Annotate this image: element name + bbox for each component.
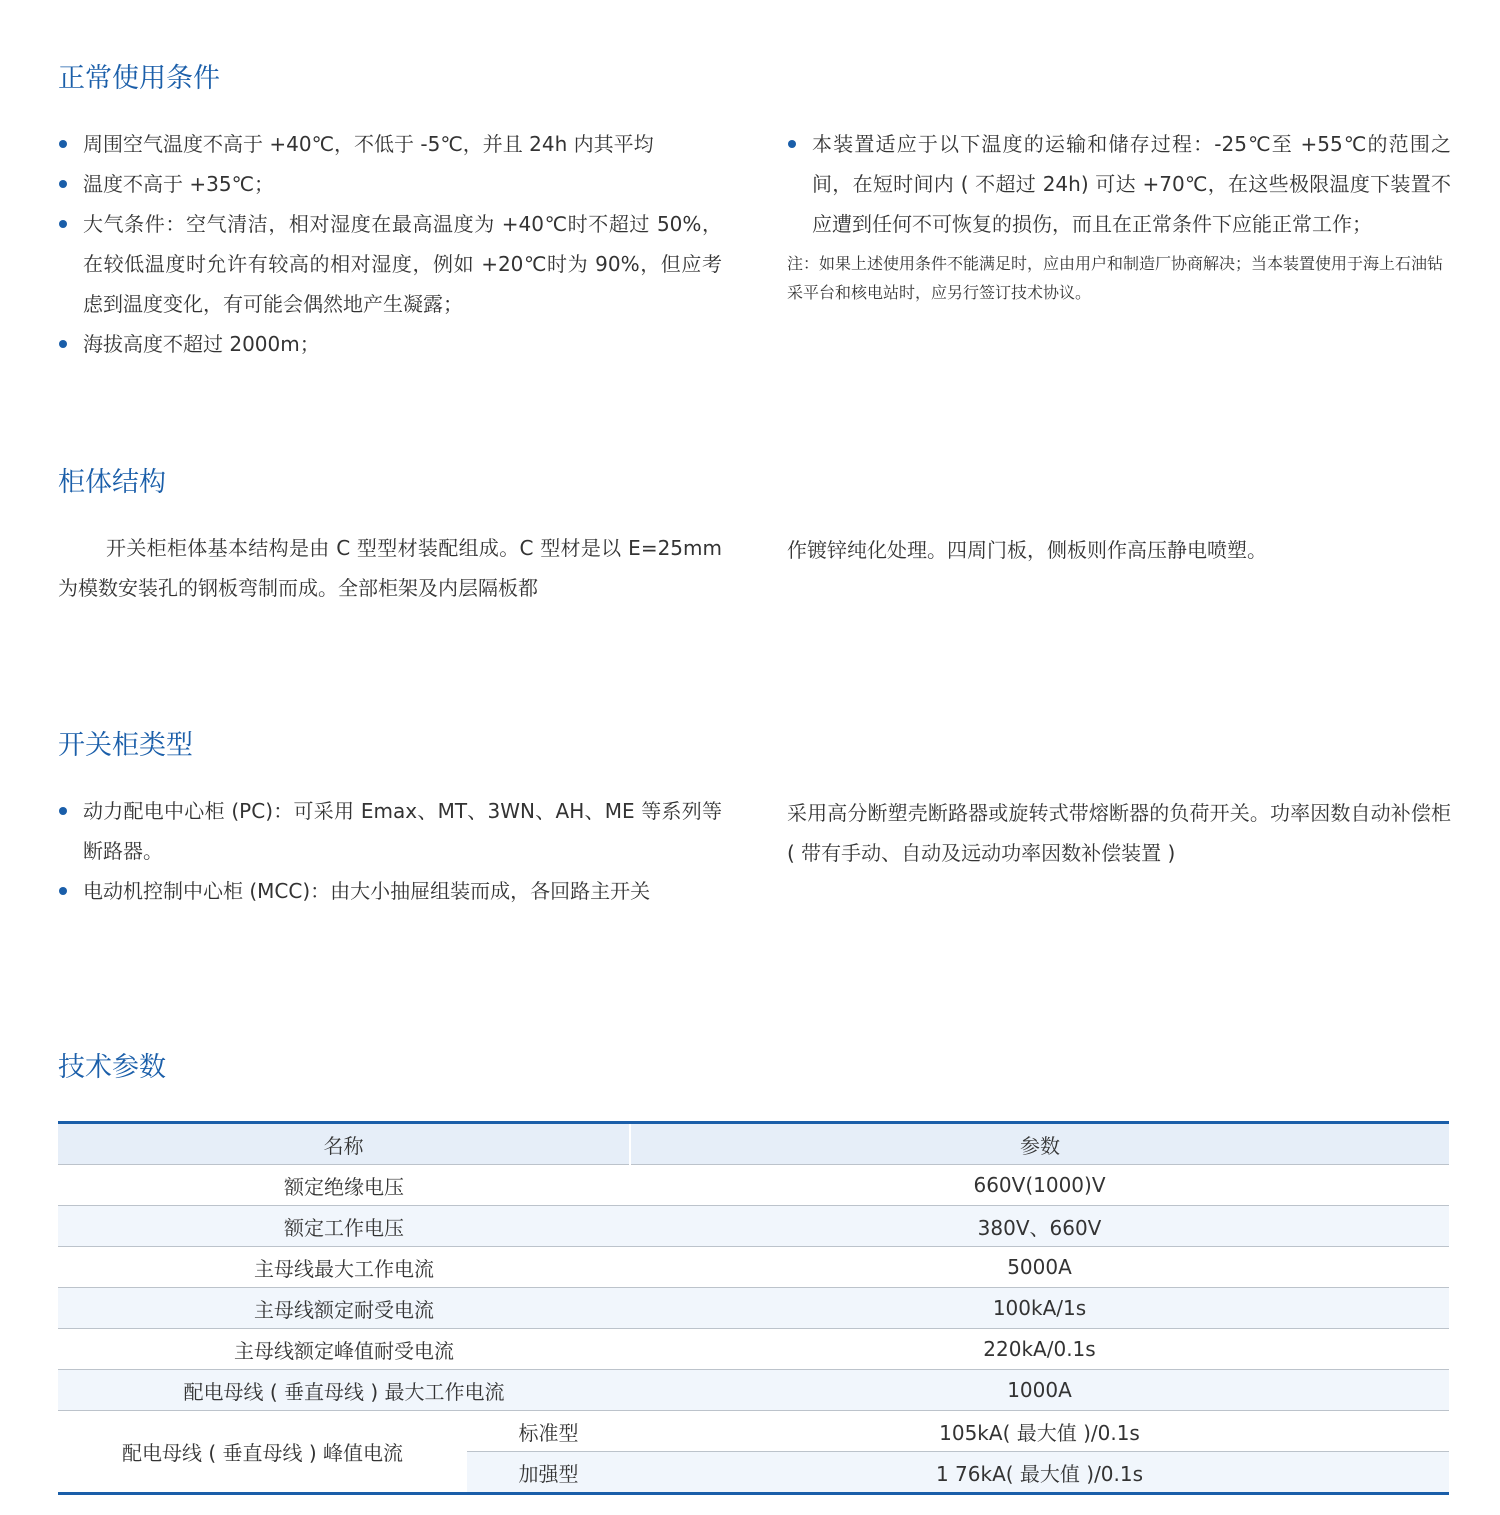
param-value: 220kA/0.1s — [630, 1329, 1449, 1370]
table-row — [58, 1329, 1449, 1370]
param-value: 5000A — [630, 1247, 1449, 1288]
parameters-table — [58, 1121, 1449, 1495]
param-value: 380V、660V — [630, 1206, 1449, 1247]
bullet-dot-icon — [788, 140, 796, 148]
param-name: 配电母线 ( 垂直母线 ) 最大工作电流 — [58, 1370, 630, 1411]
list-item: 海拔高度不超过 2000m； — [58, 324, 722, 364]
bullet-dot-icon — [59, 180, 67, 188]
table-row — [58, 1247, 1449, 1288]
param-value: 100kA/1s — [630, 1288, 1449, 1329]
bullet-dot-icon — [59, 220, 67, 228]
header-value: 参数 — [630, 1123, 1449, 1165]
bullet-dot-icon — [59, 140, 67, 148]
conditions-right-list — [787, 124, 1451, 244]
list-item: 周围空气温度不高于 +40℃，不低于 -5℃，并且 24h 内其平均 — [58, 124, 722, 164]
structure-text-left: 开关柜柜体基本结构是由 C 型型材装配组成。C 型材是以 E=25mm 为模数安装孔的钢板弯制而成。全部柜架及内层隔板都 — [58, 536, 722, 600]
table-row — [58, 1370, 1449, 1411]
list-item: 温度不高于 +35℃； — [58, 164, 722, 204]
param-name: 主母线最大工作电流 — [58, 1247, 630, 1288]
section-title-params: 技术参数 — [58, 1052, 166, 1083]
section-title-types: 开关柜类型 — [58, 730, 193, 761]
param-name: 额定绝缘电压 — [58, 1165, 630, 1206]
table-row — [58, 1411, 1449, 1452]
param-subtype: 标准型 — [467, 1411, 630, 1452]
param-name: 主母线额定耐受电流 — [58, 1288, 630, 1329]
table-row — [58, 1165, 1449, 1206]
bullet-dot-icon — [59, 887, 67, 895]
types-left-list — [58, 791, 722, 911]
param-value: 1000A — [630, 1370, 1449, 1411]
param-subtype: 加强型 — [467, 1452, 630, 1494]
bullet-dot-icon — [59, 340, 67, 348]
section-title-structure: 柜体结构 — [58, 467, 166, 498]
conditions-right-column — [787, 124, 1451, 307]
list-item: 大气条件：空气清洁，相对湿度在最高温度为 +40℃时不超过 50%，在较低温度时允许有较高的相对湿度，例如 +20℃时为 90%，但应考虑到温度变化，有可能会偶然地产生凝露； — [58, 204, 722, 324]
param-name: 主母线额定峰值耐受电流 — [58, 1329, 630, 1370]
section-title-conditions: 正常使用条件 — [58, 63, 220, 94]
conditions-left-list — [58, 124, 722, 364]
list-item: 动力配电中心柜 (PC)：可采用 Emax、MT、3WN、AH、ME 等系列等断路器。 — [58, 791, 722, 871]
param-value: 1 76kA( 最大值 )/0.1s — [630, 1452, 1449, 1494]
conditions-note: 注：如果上述使用条件不能满足时，应由用户和制造厂协商解决；当本装置使用于海上石油钻采平台和核电站时，应另行签订技术协议。 — [787, 254, 1444, 302]
param-value: 660V(1000)V — [630, 1165, 1449, 1206]
param-name: 额定工作电压 — [58, 1206, 630, 1247]
table-header-row — [58, 1123, 1449, 1165]
param-name: 配电母线 ( 垂直母线 ) 峰值电流 — [121, 1441, 404, 1465]
table-row — [58, 1288, 1449, 1329]
list-item: 本装置适应于以下温度的运输和储存过程：-25℃至 +55℃的范围之间，在短时间内 ( 不超过 24h) 可达 +70℃，在这些极限温度下装置不应遭到任何不可恢复的损伤，而且在正常条件下应能正常工作； — [787, 124, 1451, 244]
table-row — [58, 1206, 1449, 1247]
param-value: 105kA( 最大值 )/0.1s — [630, 1411, 1449, 1452]
types-text-right: 采用高分断塑壳断路器或旋转式带熔断器的负荷开关。功率因数自动补偿柜 ( 带有手动、自动及远动功率因数补偿装置 ) — [787, 801, 1451, 865]
header-name: 名称 — [58, 1123, 630, 1165]
structure-text-right: 作镀锌纯化处理。四周门板，侧板则作高压静电喷塑。 — [787, 538, 1267, 562]
list-item: 电动机控制中心柜 (MCC)：由大小抽屉组装而成，各回路主开关 — [58, 871, 722, 911]
bullet-dot-icon — [59, 807, 67, 815]
